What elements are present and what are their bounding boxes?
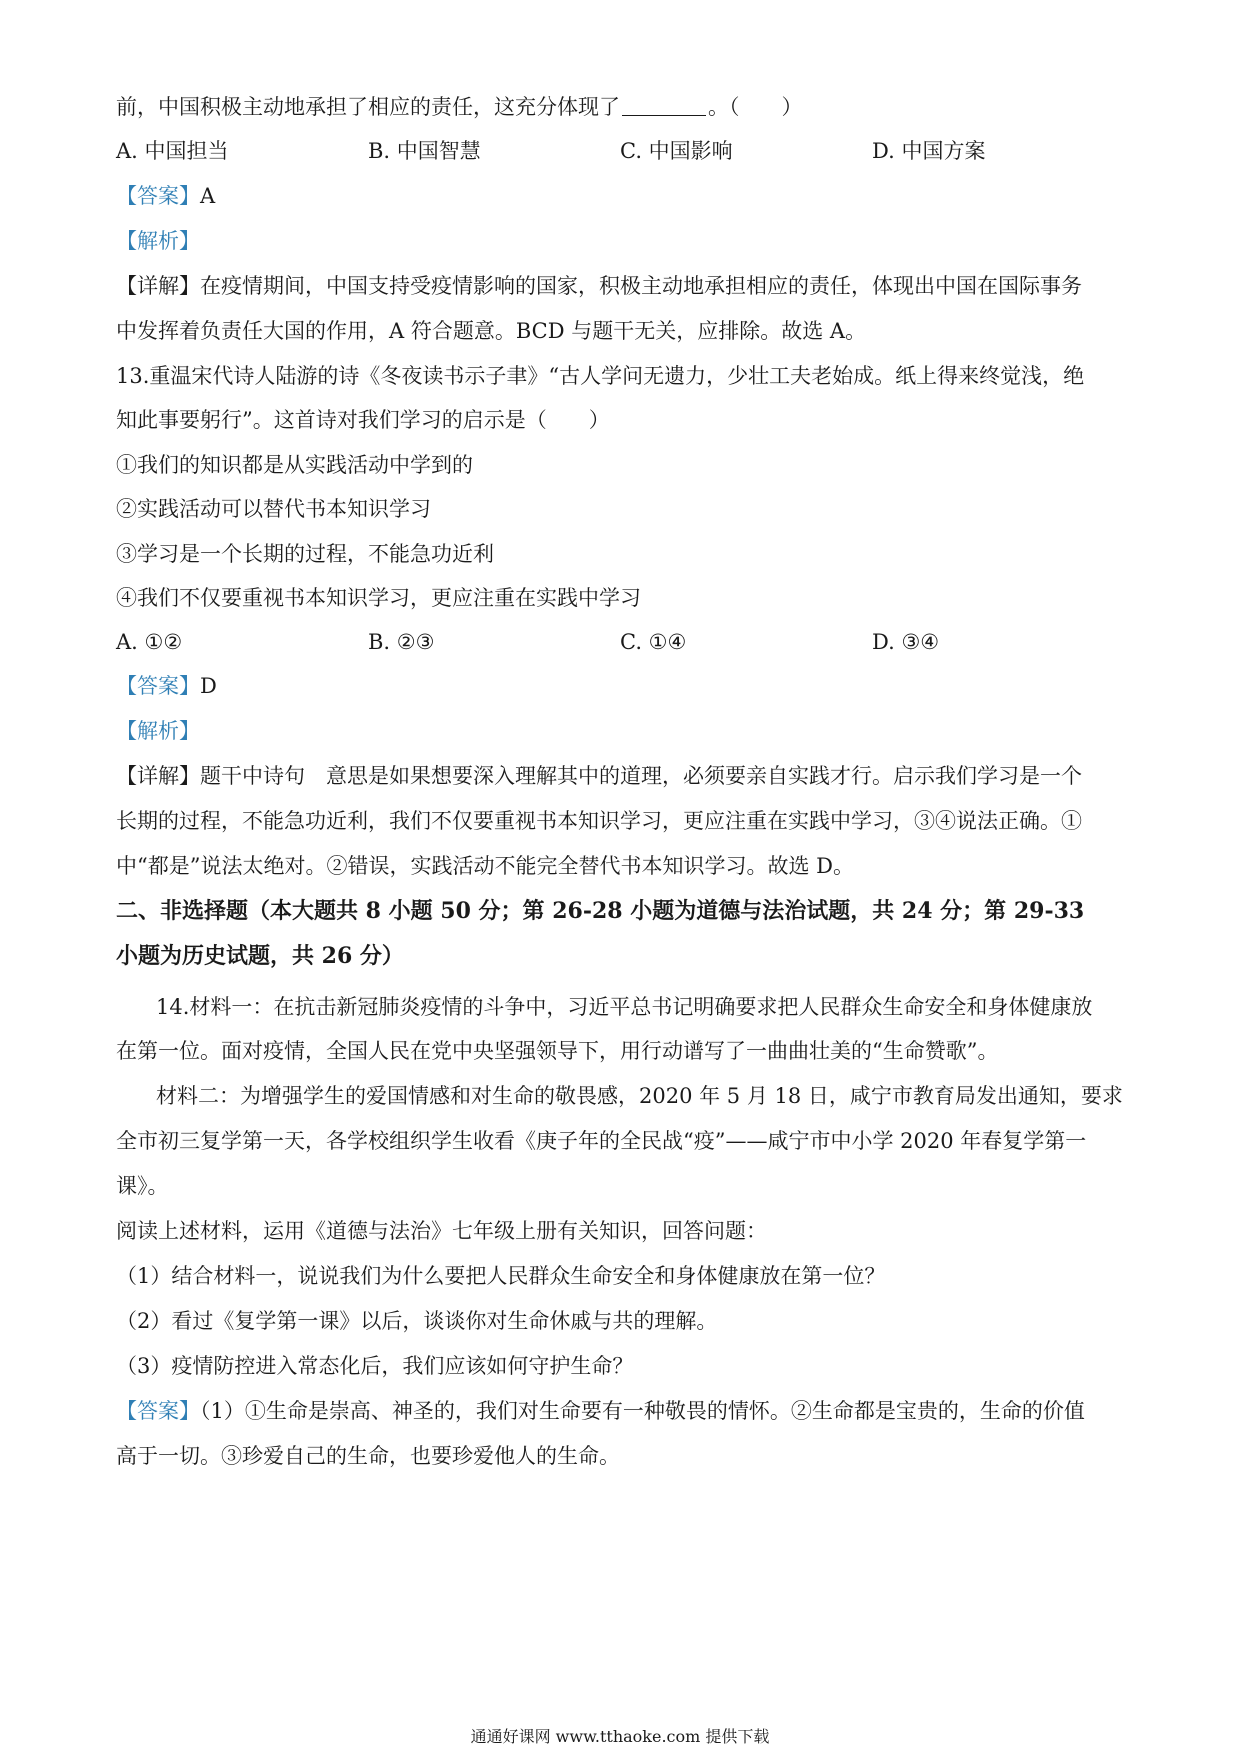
q13-stem-line2: 知此事要躬行”。这首诗对我们学习的启示是（ ） [116, 408, 610, 432]
q14-instruction: 阅读上述材料，运用《道德与法治》七年级上册有关知识，回答问题： [116, 1219, 767, 1243]
q12-detail-text1: 在疫情期间，中国支持受疫情影响的国家，积极主动地承担相应的责任，体现出中国在国际事务 [200, 274, 1082, 298]
answer-blank [622, 95, 706, 116]
q12-option-c: C. 中国影响 [620, 139, 733, 163]
q12-option-b: B. 中国智慧 [368, 139, 481, 163]
q13-option-b: B. ②③ [368, 630, 435, 654]
q12-stem [116, 92, 803, 122]
q12-detail-line1 [116, 271, 1082, 301]
q13-detail-line3: 中“都是”说法太绝对。②错误，实践活动不能完全替代书本知识学习。故选 D。 [116, 854, 854, 878]
q13-answer [116, 671, 217, 701]
detail-tag: 【详解】 [116, 274, 200, 298]
q13-item-4: ④我们不仅要重视书本知识学习，更应注重在实践中学习 [116, 586, 641, 610]
q13-item-2: ②实践活动可以替代书本知识学习 [116, 497, 431, 521]
q13-option-a: A. ①② [116, 630, 183, 654]
q14-material2-line1: 材料二：为增强学生的爱国情感和对生命的敬畏感，2020 年 5 月 18 日，咸宁市教育局发出通知，要求 [156, 1084, 1123, 1108]
q14-answer-line2: 高于一切。③珍爱自己的生命，也要珍爱他人的生命。 [116, 1444, 620, 1468]
q14-question-1: （1）结合材料一，说说我们为什么要把人民群众生命安全和身体健康放在第一位？ [116, 1264, 886, 1288]
section2-heading-line2: 小题为历史试题，共 26 分） [116, 943, 404, 969]
q13-item-3: ③学习是一个长期的过程，不能急功近利 [116, 542, 494, 566]
q14-material1-line2: 在第一位。面对疫情，全国人民在党中央坚强领导下，用行动谱写了一曲曲壮美的“生命赞歌”。 [116, 1039, 999, 1063]
analysis-tag: 【解析】 [116, 719, 200, 743]
q14-material2-line2: 全市初三复学第一天，各学校组织学生收看《庚子年的全民战“疫”——咸宁市中小学 2020 年春复学第一 [116, 1129, 1087, 1153]
answer-tag: 【答案】 [116, 1399, 200, 1423]
q13-analysis [116, 716, 200, 746]
q12-stem-after: 。（ ） [708, 95, 803, 119]
q14-question-2: （2）看过《复学第一课》以后，谈谈你对生命休戚与共的理解。 [116, 1309, 718, 1333]
q14-answer-text1: （1）①生命是崇高、神圣的，我们对生命要有一种敬畏的情怀。②生命都是宝贵的，生命的价值 [200, 1399, 1085, 1423]
q13-stem-line1: 13.重温宋代诗人陆游的诗《冬夜读书示子聿》“古人学问无遗力，少壮工夫老始成。纸上得来终觉浅，绝 [116, 364, 1085, 388]
q13-option-c: C. ①④ [620, 630, 687, 654]
q12-answer [116, 181, 215, 211]
q12-option-d: D. 中国方案 [872, 139, 986, 163]
page-footer: 通通好课网 www.tthaoke.com 提供下载 [470, 1727, 770, 1746]
answer-tag: 【答案】 [116, 184, 200, 208]
answer-tag: 【答案】 [116, 674, 200, 698]
q13-item-1: ①我们的知识都是从实践活动中学到的 [116, 453, 473, 477]
q12-analysis [116, 226, 200, 256]
q12-answer-value: A [200, 184, 216, 208]
q12-option-a: A. 中国担当 [116, 139, 229, 163]
q12-stem-before: 前，中国积极主动地承担了相应的责任，这充分体现了 [116, 95, 620, 119]
analysis-tag: 【解析】 [116, 229, 200, 253]
q12-detail-line2: 中发挥着负责任大国的作用，A 符合题意。BCD 与题干无关，应排除。故选 A。 [116, 319, 867, 343]
q13-detail-line2: 长期的过程，不能急功近利，我们不仅要重视书本知识学习，更应注重在实践中学习，③④说法正确。① [116, 809, 1082, 833]
q13-detail-line1 [116, 761, 1082, 791]
q14-material2-line3: 课》。 [116, 1174, 169, 1198]
q13-option-d: D. ③④ [872, 630, 940, 654]
q14-material1-line1: 14.材料一：在抗击新冠肺炎疫情的斗争中，习近平总书记明确要求把人民群众生命安全和身体健康放 [156, 995, 1093, 1019]
q13-answer-value: D [200, 674, 217, 698]
detail-tag: 【详解】 [116, 764, 200, 788]
q14-question-3: （3）疫情防控进入常态化后，我们应该如何守护生命？ [116, 1354, 634, 1378]
q14-answer-line1 [116, 1396, 1085, 1426]
q13-detail-text1: 题干中诗句 意思是如果想要深入理解其中的道理，必须要亲自实践才行。启示我们学习是一个 [200, 764, 1082, 788]
section2-heading-line1: 二、非选择题（本大题共 8 小题 50 分；第 26-28 小题为道德与法治试题，共 24 分；第 29-33 [116, 898, 1085, 924]
